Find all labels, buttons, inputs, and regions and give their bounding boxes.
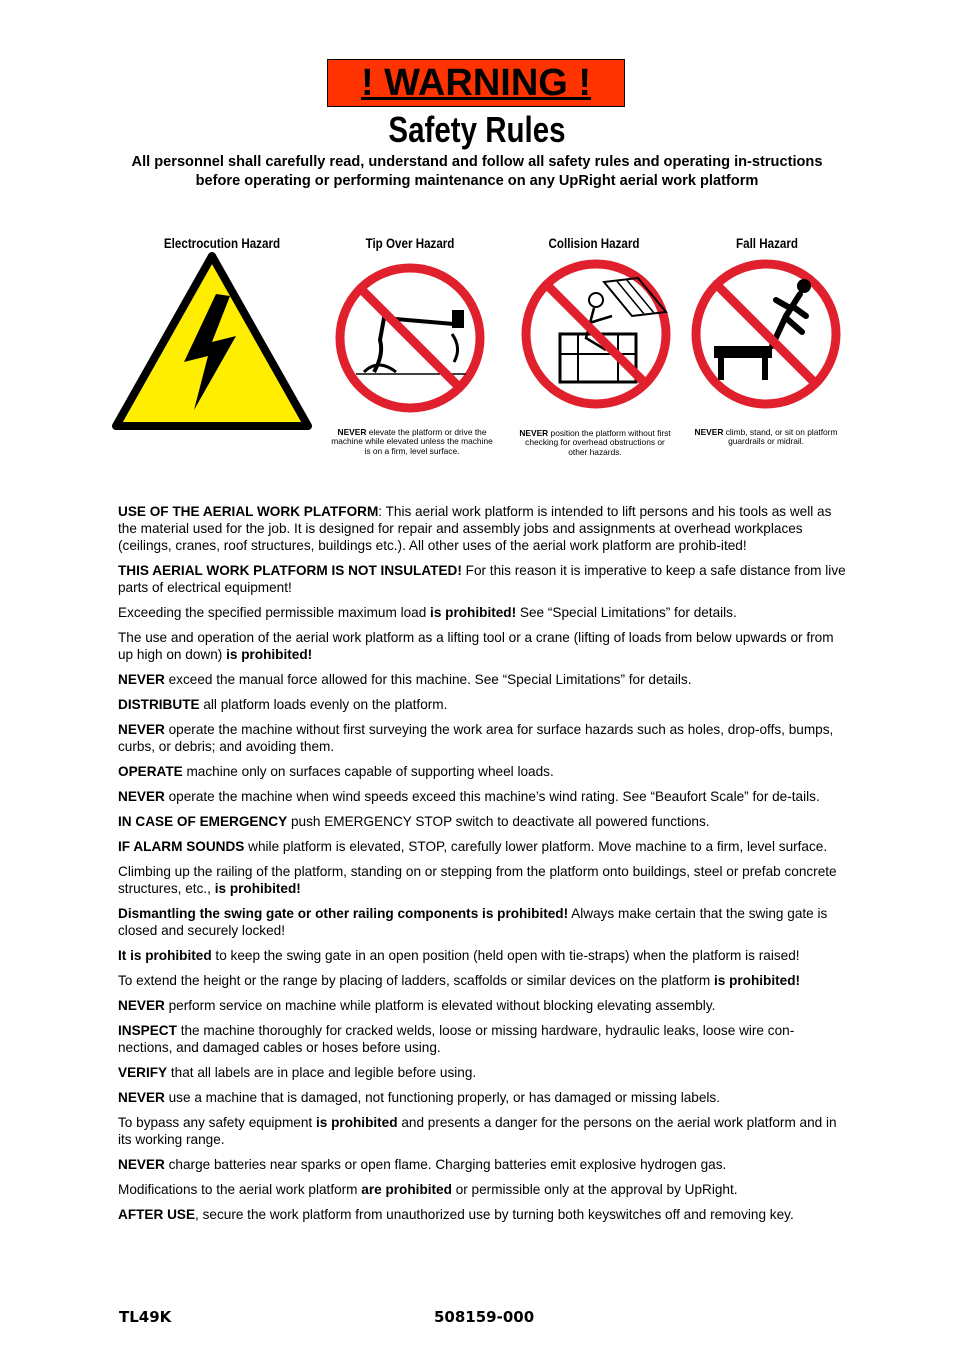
rule-emphasis: NEVER xyxy=(118,722,165,737)
fall-prohibited-icon xyxy=(690,258,842,410)
rule-text: while platform is elevated, STOP, carefully lower platform. Move machine to a firm, level surface. xyxy=(244,839,828,854)
rule-paragraph xyxy=(118,629,848,663)
rule-text: to keep the swing gate in an open position (held open with tie-straps) when the platform is raised! xyxy=(211,948,800,963)
rule-emphasis: NEVER xyxy=(118,1157,165,1172)
rule-text: To bypass any safety equipment xyxy=(118,1115,316,1130)
rule-paragraph xyxy=(118,1156,848,1173)
rule-emphasis: are prohibited xyxy=(361,1182,452,1197)
rule-paragraph xyxy=(118,813,848,830)
rule-paragraph xyxy=(118,905,848,939)
caption-tip-over-text: elevate the platform or drive the machine while elevated unless the machine is on a firm, level surface. xyxy=(331,427,493,456)
rule-emphasis: IN CASE OF EMERGENCY xyxy=(118,814,288,829)
rule-paragraph xyxy=(118,788,848,805)
rule-paragraph xyxy=(118,1064,848,1081)
safety-rules-list xyxy=(118,503,848,1231)
rule-paragraph xyxy=(118,1089,848,1106)
rule-text: The use and operation of the aerial work platform as a lifting tool or a crane (lifting of loads from below upwards or from up high on down) xyxy=(118,630,834,662)
rule-text: Climbing up the railing of the platform, standing on or stepping from the platform onto buildings, steel or prefab concrete structures, etc., xyxy=(118,864,837,896)
hazard-label-tip-over: Tip Over Hazard xyxy=(365,236,455,251)
rule-paragraph xyxy=(118,562,848,596)
rule-emphasis: It is prohibited xyxy=(118,948,212,963)
rule-paragraph xyxy=(118,763,848,780)
rule-text: Exceeding the specified permissible maximum load xyxy=(118,605,431,620)
caption-collision-text: position the platform without first checking for overhead obstructions or other hazards. xyxy=(525,428,671,457)
rule-emphasis: is prohibited! xyxy=(430,605,517,620)
rule-emphasis: NEVER xyxy=(118,998,165,1013)
rule-text: and presents a danger for the persons on the aerial work platform and in its working range. xyxy=(118,1115,837,1147)
page-title: Safety Rules xyxy=(388,109,566,150)
rule-paragraph xyxy=(118,721,848,755)
rule-text: perform service on machine while platform is elevated without blocking elevating assembly. xyxy=(164,998,716,1013)
rule-paragraph xyxy=(118,1114,848,1148)
rule-emphasis: Dismantling the swing gate or other railing components is prohibited! xyxy=(118,906,569,921)
rule-emphasis: OPERATE xyxy=(118,764,183,779)
footer-part-number: 508159-000 xyxy=(434,1308,535,1326)
tip-over-prohibited-icon xyxy=(334,262,486,414)
rule-text: machine only on surfaces capable of supporting wheel loads. xyxy=(182,764,554,779)
rule-text: the machine thoroughly for cracked welds, loose or missing hardware, hydraulic leaks, loose wire con-nections, and damaged cables or hoses before using. xyxy=(118,1023,795,1055)
rule-emphasis: is prohibited xyxy=(315,1115,398,1130)
caption-collision xyxy=(516,429,674,457)
rule-text: See “Special Limitations” for details. xyxy=(516,605,737,620)
rule-text: operate the machine without first surveying the work area for surface hazards such as holes, drop-offs, bumps, curbs, or debris; and avoiding them. xyxy=(118,722,834,754)
rule-text: all platform loads evenly on the platform. xyxy=(199,697,448,712)
rule-text: , secure the work platform from unauthorized use by turning both keyswitches off and removing key. xyxy=(195,1207,794,1222)
rule-emphasis: VERIFY xyxy=(118,1065,168,1080)
rule-text: : This aerial work platform is intended to lift persons and his tools as well as the material used for the job. It is designed for repair and assembly jobs and assignments at overhead workplaces (ceilings, cranes, roof structures, buildings etc.). All other uses of the aerial work platform are prohib-ited! xyxy=(118,504,832,553)
rule-paragraph xyxy=(118,863,848,897)
rule-emphasis: IF ALARM SOUNDS xyxy=(118,839,245,854)
collision-prohibited-icon xyxy=(520,258,672,410)
rule-emphasis: DISTRIBUTE xyxy=(118,697,200,712)
rule-emphasis: INSPECT xyxy=(118,1023,177,1038)
caption-tip-over-never: NEVER xyxy=(337,427,367,437)
rule-paragraph xyxy=(118,696,848,713)
rule-text: use a machine that is damaged, not functioning properly, or has damaged or missing labels. xyxy=(164,1090,720,1105)
rule-text: operate the machine when wind speeds exceed this machine’s wind rating. See “Beaufort Scale” for de-tails. xyxy=(164,789,820,804)
rule-paragraph xyxy=(118,947,848,964)
rule-text: Always make certain that the swing gate is closed and securely locked! xyxy=(118,906,828,938)
rule-paragraph xyxy=(118,838,848,855)
electrocution-warning-icon xyxy=(112,252,312,430)
rule-emphasis: NEVER xyxy=(118,789,165,804)
rule-paragraph xyxy=(118,1022,848,1056)
rule-emphasis: is prohibited! xyxy=(713,973,801,988)
rule-paragraph xyxy=(118,503,848,554)
warning-text: ! WARNING ! xyxy=(360,62,592,104)
warning-banner xyxy=(327,59,625,107)
rule-emphasis: NEVER xyxy=(118,1090,165,1105)
rule-text: push EMERGENCY STOP switch to deactivate all powered functions. xyxy=(287,814,710,829)
hazard-label-collision: Collision Hazard xyxy=(548,236,640,251)
rule-text: that all labels are in place and legible before using. xyxy=(167,1065,477,1080)
rule-emphasis: THIS AERIAL WORK PLATFORM IS NOT INSULATED! xyxy=(118,563,462,578)
caption-fall-text: climb, stand, or sit on platform guardrails or midrail. xyxy=(723,427,838,447)
hazard-label-fall: Fall Hazard xyxy=(736,236,798,251)
rule-paragraph xyxy=(118,972,848,989)
rule-paragraph xyxy=(118,1181,848,1198)
caption-tip-over xyxy=(328,428,496,456)
intro-text: All personnel shall carefully read, understand and follow all safety rules and operating in-structions before operating or performing maintenance on any UpRight aerial work platform xyxy=(131,154,823,189)
rule-text: charge batteries near sparks or open flame. Charging batteries emit explosive hydrogen gas. xyxy=(164,1157,727,1172)
rule-text: Modifications to the aerial work platform xyxy=(118,1182,362,1197)
hazard-label-electrocution: Electrocution Hazard xyxy=(163,236,281,251)
rule-emphasis: USE OF THE AERIAL WORK PLATFORM xyxy=(118,504,379,519)
rule-paragraph xyxy=(118,671,848,688)
rule-emphasis: is prohibited! xyxy=(226,647,313,662)
rule-emphasis: AFTER USE xyxy=(118,1207,196,1222)
rule-paragraph xyxy=(118,604,848,621)
rule-text: or permissible only at the approval by xyxy=(451,1182,685,1197)
footer-model: TL49K xyxy=(119,1308,172,1326)
caption-fall-never: NEVER xyxy=(694,427,724,437)
caption-collision-never: NEVER xyxy=(519,428,549,438)
rule-emphasis: is prohibited! xyxy=(214,881,301,896)
rule-text: For this reason it is imperative to keep a safe distance from live parts of electrical equipment! xyxy=(118,563,846,595)
rule-text: UpRight. xyxy=(684,1182,738,1197)
rule-text: To extend the height or the range by placing of ladders, scaffolds or similar devices on the platform xyxy=(118,973,714,988)
rule-paragraph xyxy=(118,997,848,1014)
rule-text: exceed the manual force allowed for this machine. See “Special Limitations” for details. xyxy=(164,672,692,687)
rule-paragraph xyxy=(118,1206,848,1223)
caption-fall xyxy=(692,428,840,447)
rule-emphasis: NEVER xyxy=(118,672,165,687)
